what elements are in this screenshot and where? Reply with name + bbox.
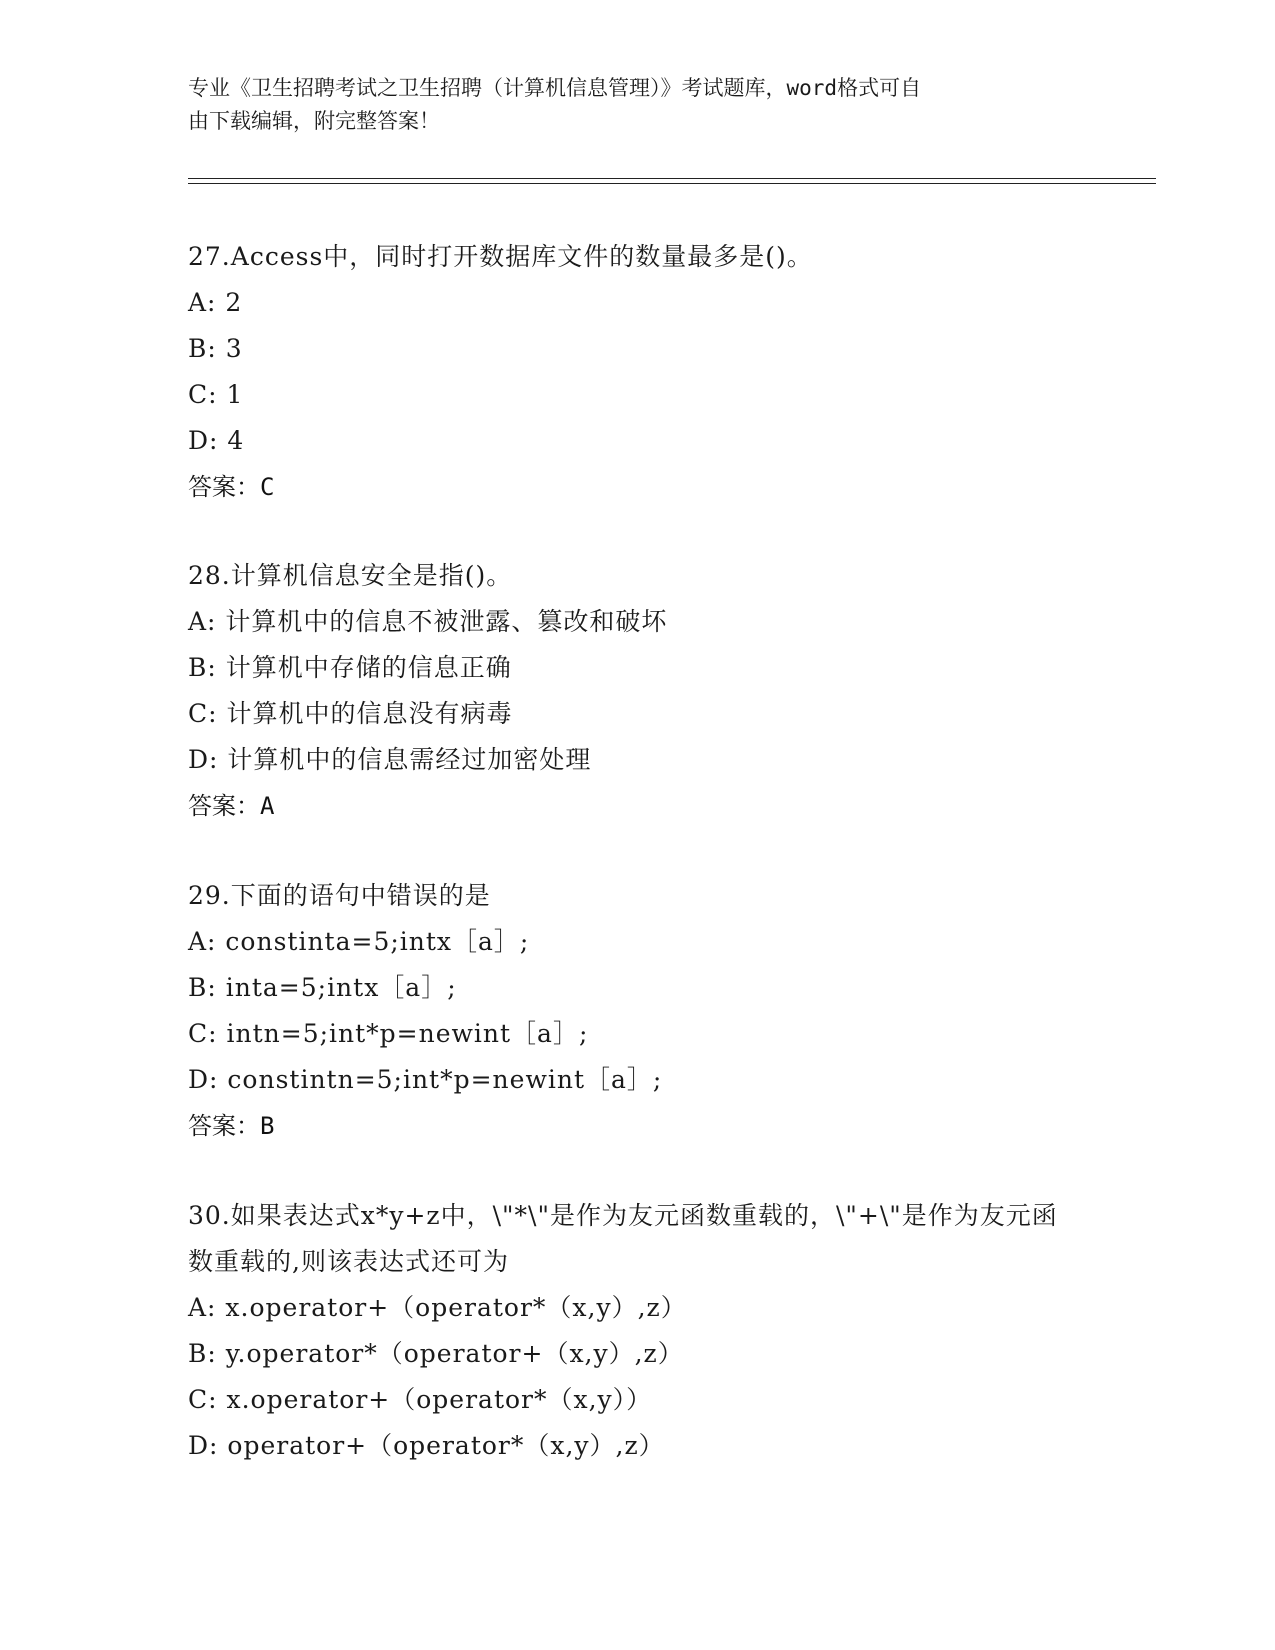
option-a: A: 计算机中的信息不被泄露、篡改和破坏 — [188, 607, 668, 636]
option-a: A: 2 — [188, 288, 243, 317]
question-stem: 30.如果表达式x*y+z中，\"*\"是作为友元函数重载的，\"+\"是作为友元函数重载的,则该表达式还可为 — [188, 1201, 1058, 1276]
question-30 — [188, 1193, 1088, 1469]
answer-key: 答案：A — [188, 792, 275, 820]
question-27 — [188, 234, 1088, 510]
option-b: B: inta=5;intx［a］; — [188, 973, 457, 1002]
header-divider-bottom — [188, 183, 1156, 184]
question-29 — [188, 873, 1088, 1149]
answer-key: 答案：B — [188, 1112, 275, 1140]
option-a: A: x.operator+（operator*（x,y）,z） — [188, 1293, 687, 1322]
option-d: D: 计算机中的信息需经过加密处理 — [188, 745, 592, 774]
option-d: D: constintn=5;int*p=newint［a］; — [188, 1065, 663, 1094]
header-divider-top — [188, 178, 1156, 179]
option-b: B: 计算机中存储的信息正确 — [188, 653, 512, 682]
option-c: C: 计算机中的信息没有病毒 — [188, 699, 513, 728]
option-a: A: constinta=5;intx［a］; — [188, 927, 530, 956]
option-b: B: y.operator*（operator+（x,y）,z） — [188, 1339, 684, 1368]
option-c: C: x.operator+（operator*（x,y）） — [188, 1385, 653, 1414]
option-c: C: 1 — [188, 380, 244, 409]
question-stem: 29.下面的语句中错误的是 — [188, 881, 491, 910]
question-stem: 28.计算机信息安全是指()。 — [188, 561, 513, 590]
intro-line-2: 由下载编辑，附完整答案！ — [188, 109, 440, 133]
answer-key: 答案：C — [188, 473, 275, 501]
option-d: D: 4 — [188, 426, 245, 455]
intro-line-1: 专业《卫生招聘考试之卫生招聘（计算机信息管理）》考试题库，word格式可自 — [188, 76, 922, 100]
question-28 — [188, 553, 1088, 829]
question-stem: 27.Access中，同时打开数据库文件的数量最多是()。 — [188, 242, 813, 271]
option-d: D: operator+（operator*（x,y）,z） — [188, 1431, 665, 1460]
option-c: C: intn=5;int*p=newint［a］; — [188, 1019, 589, 1048]
option-b: B: 3 — [188, 334, 243, 363]
document-intro — [188, 72, 1068, 138]
